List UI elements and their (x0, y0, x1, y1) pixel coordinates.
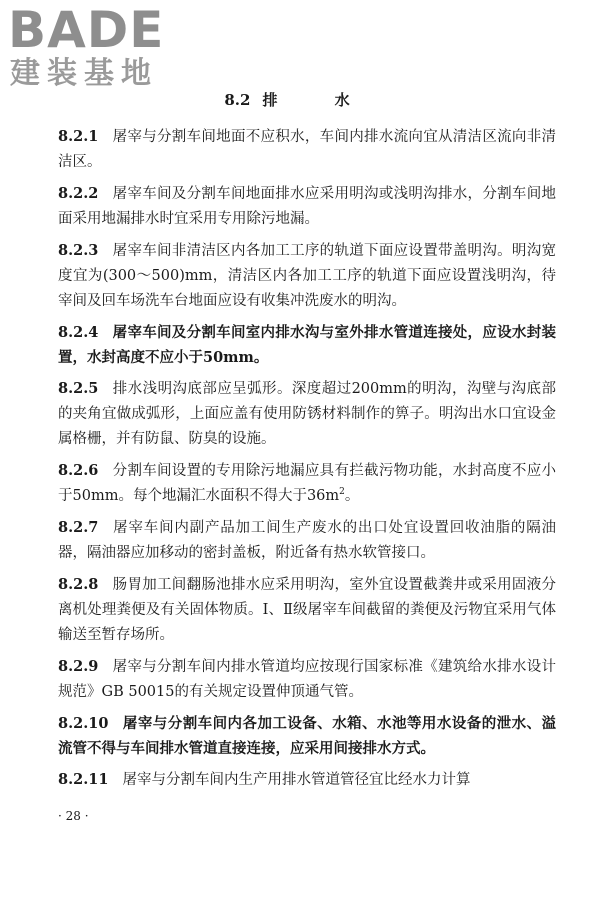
clause-text-end: 。 (344, 488, 360, 504)
clause-text: 排水浅明沟底部应呈弧形。深度超过200mm的明沟，沟壁与沟底部的夹角宜做成弧形，上面应盖有使用防锈材料制作的箅子。明沟出水口宜设金属格栅，并有防鼠、防臭的设施。 (58, 381, 556, 447)
clause-8-2-1 (58, 124, 556, 175)
clause-8-2-3 (58, 238, 556, 314)
clause-8-2-8 (58, 572, 556, 648)
clause-number: 8.2.4 (58, 324, 99, 341)
clause-number: 8.2.5 (58, 380, 99, 397)
clause-text: 屠宰车间及分割车间地面排水应采用明沟或浅明沟排水，分割车间地面采用地漏排水时宜采用专用除污地漏。 (58, 186, 556, 227)
clause-number: 8.2.11 (58, 771, 109, 788)
section-title (0, 90, 600, 110)
superscript: 2 (339, 487, 345, 498)
clause-8-2-9 (58, 654, 556, 705)
clause-number: 8.2.7 (58, 519, 99, 536)
clause-number: 8.2.1 (58, 128, 99, 145)
section-title-text: 排 水 (262, 91, 376, 109)
clause-number: 8.2.9 (58, 658, 99, 675)
clause-text: 屠宰与分割车间地面不应积水，车间内排水流向宜从清洁区流向非清洁区。 (58, 129, 556, 170)
clause-text: 屠宰与分割车间内各加工设备、水箱、水池等用水设备的泄水、溢流管不得与车间排水管道直接连接，应采用间接排水方式。 (58, 715, 556, 757)
clause-text: 屠宰与分割车间内排水管道均应按现行国家标准《建筑给水排水设计规范》GB 50015的有关规定设置伸顶通气管。 (58, 659, 556, 700)
clause-number: 8.2.10 (58, 715, 109, 732)
clause-text: 屠宰车间非清洁区内各加工工序的轨道下面应设置带盖明沟。明沟宽度宜为(300～500)mm，清洁区内各加工工序的轨道下面应设置浅明沟，待宰间及回车场洗车台地面应设有收集冲洗废水的明沟。 (58, 243, 556, 309)
clause-number: 8.2.8 (58, 576, 99, 593)
clause-8-2-10 (58, 711, 556, 761)
clause-number: 8.2.6 (58, 462, 99, 479)
clause-number: 8.2.2 (58, 185, 99, 202)
clause-8-2-6 (58, 458, 556, 509)
clause-text: 分割车间设置的专用除污地漏应具有拦截污物功能，水封高度不应小于50mm。每个地漏汇水面积不得大于36m (58, 463, 556, 504)
logo-brand: BADE (8, 1, 165, 59)
clause-8-2-11 (58, 767, 556, 793)
clause-8-2-5 (58, 376, 556, 452)
clause-text: 屠宰车间内副产品加工间生产废水的出口处宜设置回收油脂的隔油器，隔油器应加移动的密封盖板，附近备有热水软管接口。 (58, 520, 556, 561)
clause-8-2-4 (58, 320, 556, 370)
clause-text: 屠宰与分割车间内生产用排水管道管径宜比经水力计算 (122, 772, 471, 788)
logo (8, 1, 178, 92)
clause-list (58, 124, 556, 799)
clause-text: 肠胃加工间翻肠池排水应采用明沟，室外宜设置截粪井或采用固液分离机处理粪便及有关固体物质。Ⅰ、Ⅱ级屠宰车间截留的粪便及污物宜采用气体输送至暂存场所。 (58, 577, 556, 643)
clause-8-2-2 (58, 181, 556, 232)
clause-8-2-7 (58, 515, 556, 566)
section-number: 8.2 (224, 91, 251, 109)
clause-number: 8.2.3 (58, 242, 99, 259)
page-number: · 28 · (58, 809, 89, 823)
logo-subtitle: 建装基地 (10, 56, 158, 91)
clause-text: 屠宰车间及分割车间室内排水沟与室外排水管道连接处，应设水封装置，水封高度不应小于50mm。 (58, 324, 556, 366)
